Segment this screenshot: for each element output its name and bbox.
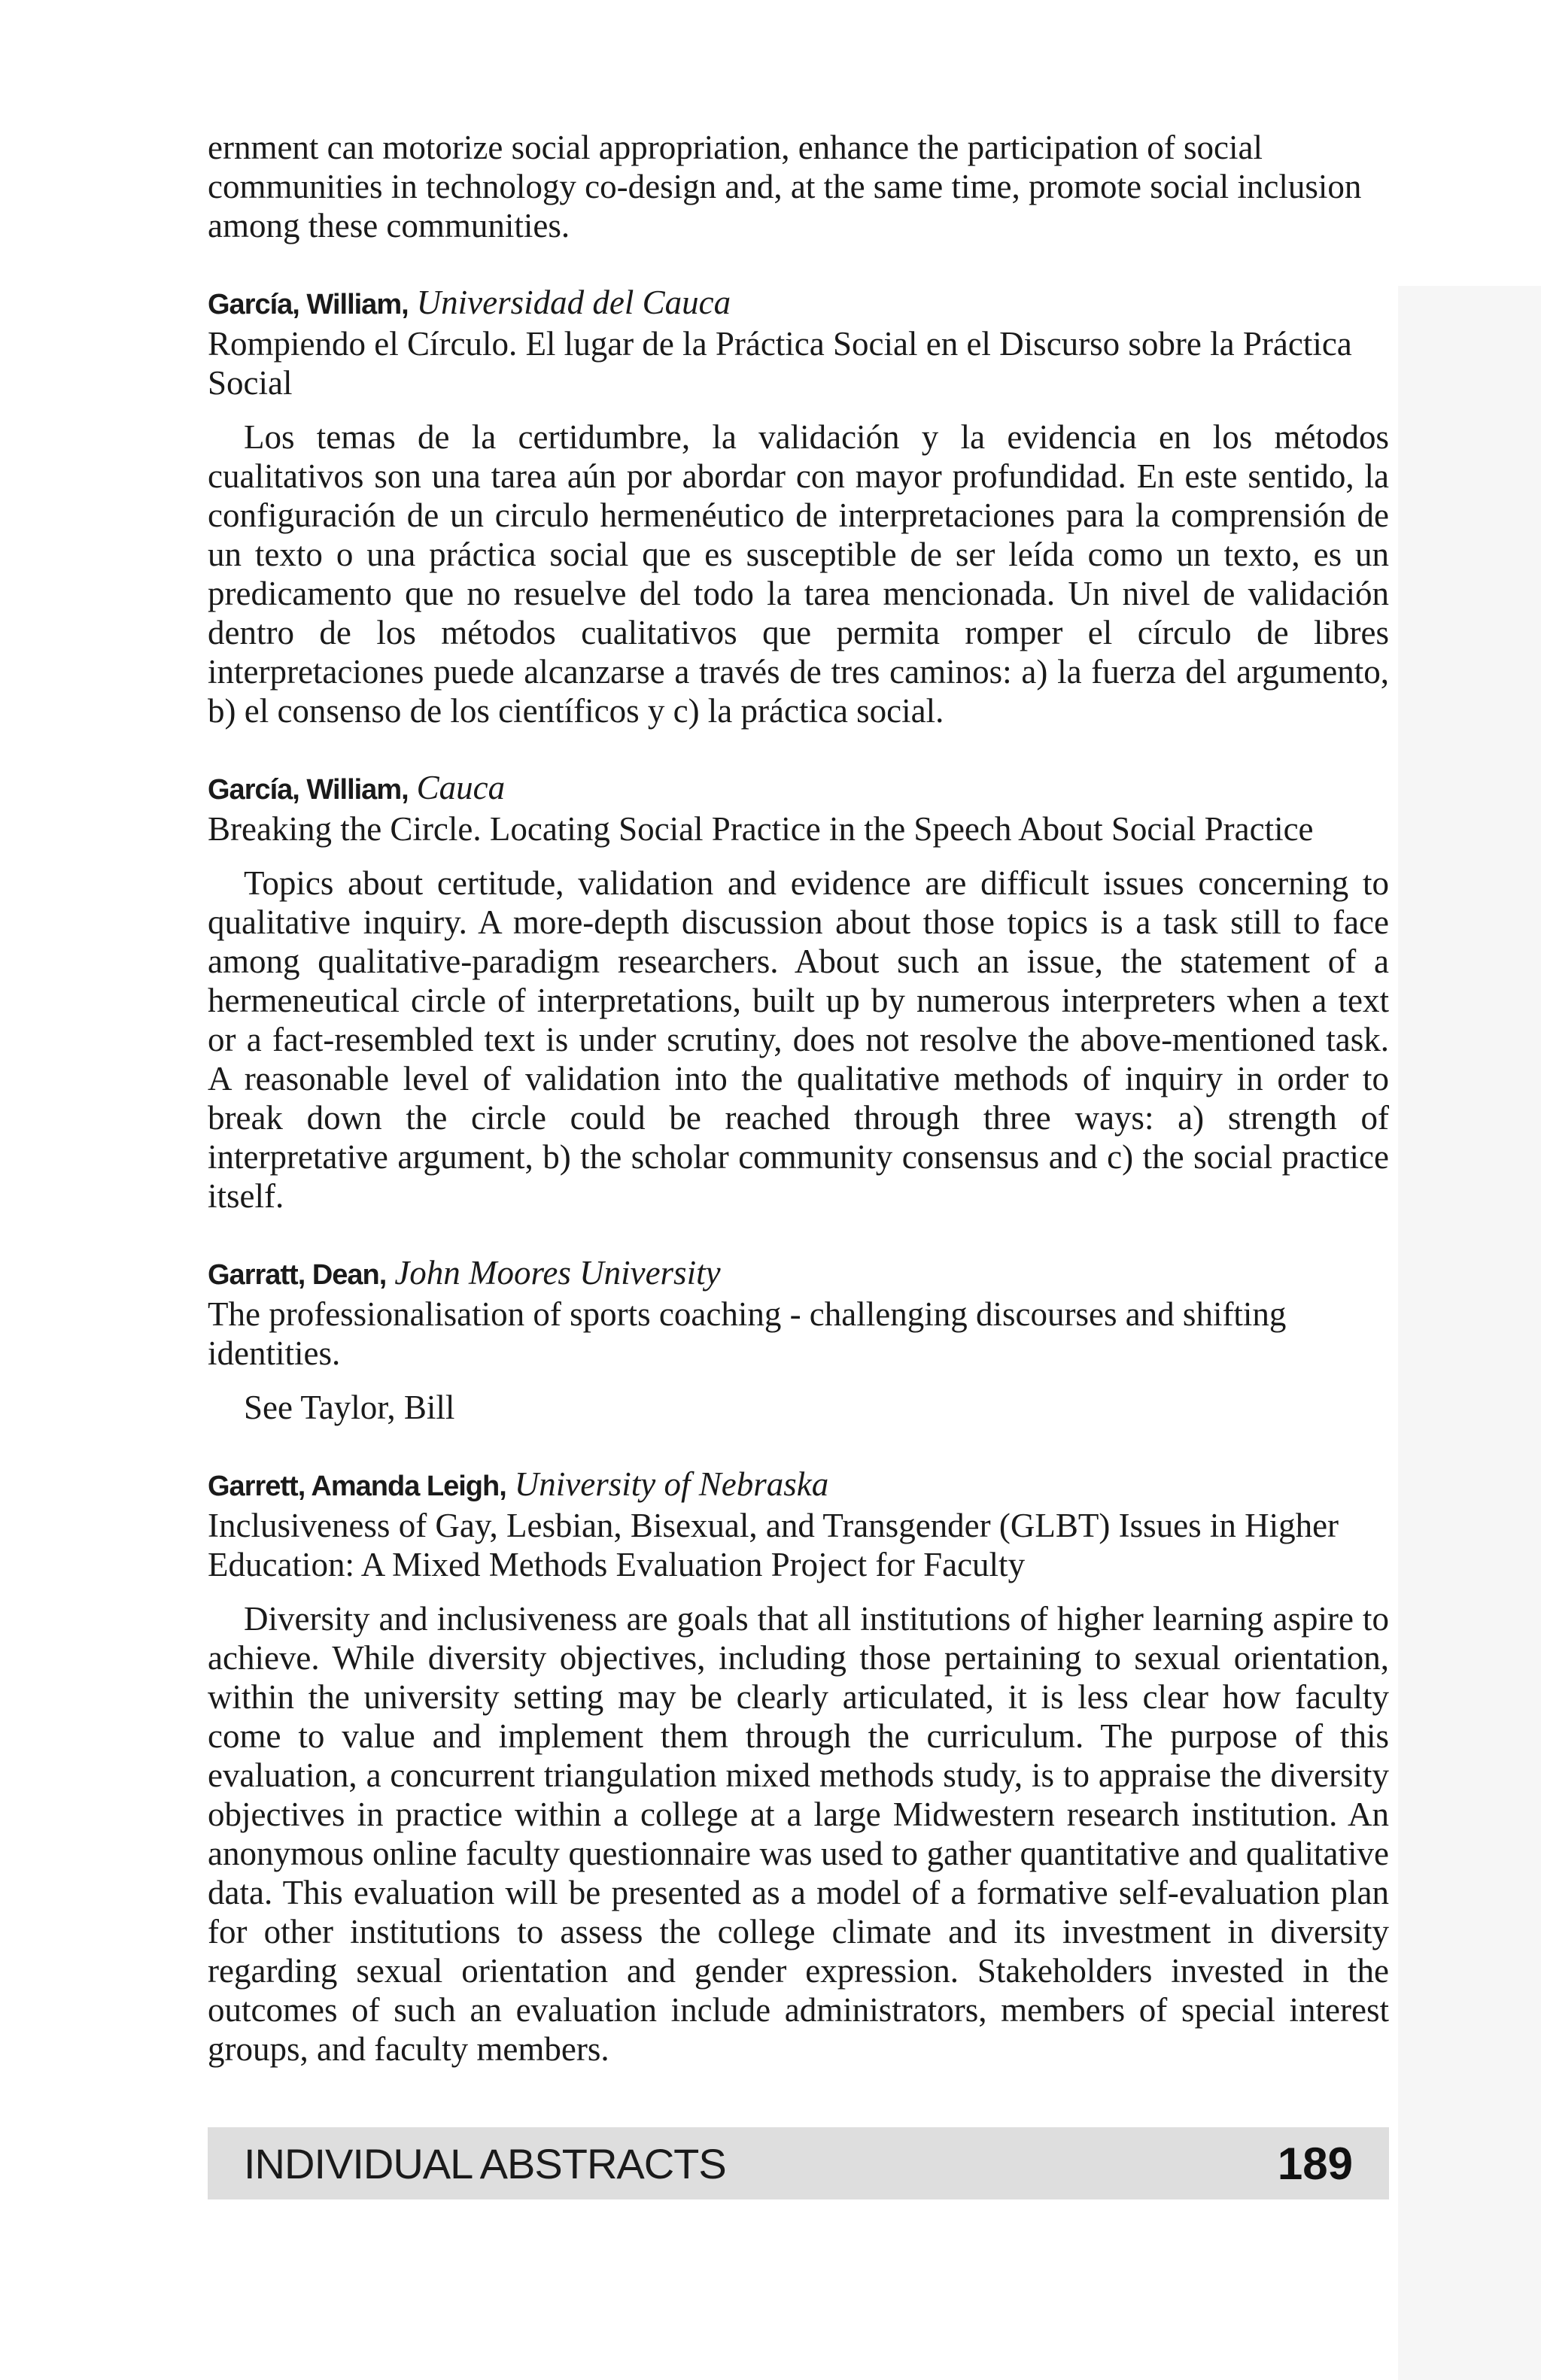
entry-title: The professionalisation of sports coaching - challenging discourses and shifting identities.: [208, 1295, 1287, 1372]
abstract-entry-2: [208, 768, 1389, 1216]
entry-heading: [208, 283, 1389, 324]
page-content: [208, 128, 1389, 2106]
footer-section-label: INDIVIDUAL ABSTRACTS: [244, 2139, 726, 2187]
entry-abstract: Diversity and inclusiveness are goals that all institutions of higher learning aspire to achieve. While diversity objectives, including those pertaining to sexual orientation, within the university setting may be clearly articulated, it is less clear how faculty come to value and implement them through the curriculum. The purpose of this evaluation, a concurrent triangulation mixed methods study, is to appraise the diversity objectives in practice within a college at a large Midwestern research institution. An anonymous online faculty questionnaire was used to gather quantitative and qualitative data. This evaluation will be presented as a model of a formative self-evaluation plan for other institutions to assess the college climate and its investment in diversity regarding sexual orientation and gender expression. Stakeholders invested in the outcomes of such an evaluation include administrators, members of special interest groups, and faculty members.: [208, 1600, 1389, 2068]
abstract-entry-1: [208, 283, 1389, 730]
page-edge-shading: [1398, 286, 1541, 2380]
entry-abstract: Los temas de la certidumbre, la validación y la evidencia en los métodos cualitativos son una tarea aún por abordar con mayor profundidad. En este sentido, la configuración de un circulo hermenéutico de interpretaciones para la comprensión de un texto o una práctica social que es susceptible de ser leída como un texto, es un predicamento que no resuelve del todo la tarea mencionada. Un nivel de validación dentro de los métodos cualitativos que permita romper el círculo de libres interpretaciones puede alcanzarse a través de tres caminos: a) la fuerza del argumento, b) el consenso de los científicos y c) la práctica social.: [208, 418, 1389, 730]
entry-affiliation: John Moores University: [394, 1254, 721, 1292]
entry-heading: [208, 1465, 1389, 1506]
entry-author: García, William,: [208, 774, 409, 806]
entry-affiliation: University of Nebraska: [514, 1465, 829, 1503]
entry-affiliation: Universidad del Cauca: [416, 284, 731, 321]
entry-author: Garrett, Amanda Leigh,: [208, 1471, 506, 1502]
entry-abstract: See Taylor, Bill: [244, 1389, 455, 1426]
entry-title: Inclusiveness of Gay, Lesbian, Bisexual, and Transgender (GLBT) Issues in Higher Education: A Mixed Methods Evaluation Project for Faculty: [208, 1507, 1339, 1583]
abstract-entry-3: [208, 1253, 1389, 1427]
entry-heading: [208, 768, 1389, 809]
page-number: 189: [1277, 2138, 1353, 2189]
entry-title: Rompiendo el Círculo. El lugar de la Práctica Social en el Discurso sobre la Práctica Social: [208, 325, 1352, 402]
abstract-entry-4: [208, 1465, 1389, 2069]
page-footer: [208, 2127, 1389, 2199]
entry-author: García, William,: [208, 289, 409, 320]
entry-abstract: Topics about certitude, validation and evidence are difficult issues concerning to qualitative inquiry. A more-depth discussion about those topics is a task still to face among qualitative-paradigm researchers. About such an issue, the statement of a hermeneutical circle of interpretations, built up by numerous interpreters when a text or a fact-resembled text is under scrutiny, does not resolve the above-mentioned task. A reasonable level of validation into the qualitative methods of inquiry in order to break down the circle could be reached through three ways: a) strength of interpretative argument, b) the scholar community consensus and c) the social practice itself.: [208, 864, 1389, 1215]
entry-affiliation: Cauca: [416, 769, 506, 806]
entry-author: Garratt, Dean,: [208, 1259, 387, 1291]
entry-heading: [208, 1253, 1389, 1295]
continued-paragraph: ernment can motorize social appropriation, enhance the participation of social communities in technology co-design and, at the same time, promote social inclusion among these communities.: [208, 129, 1362, 244]
entry-title: Breaking the Circle. Locating Social Practice in the Speech About Social Practice: [208, 810, 1314, 848]
